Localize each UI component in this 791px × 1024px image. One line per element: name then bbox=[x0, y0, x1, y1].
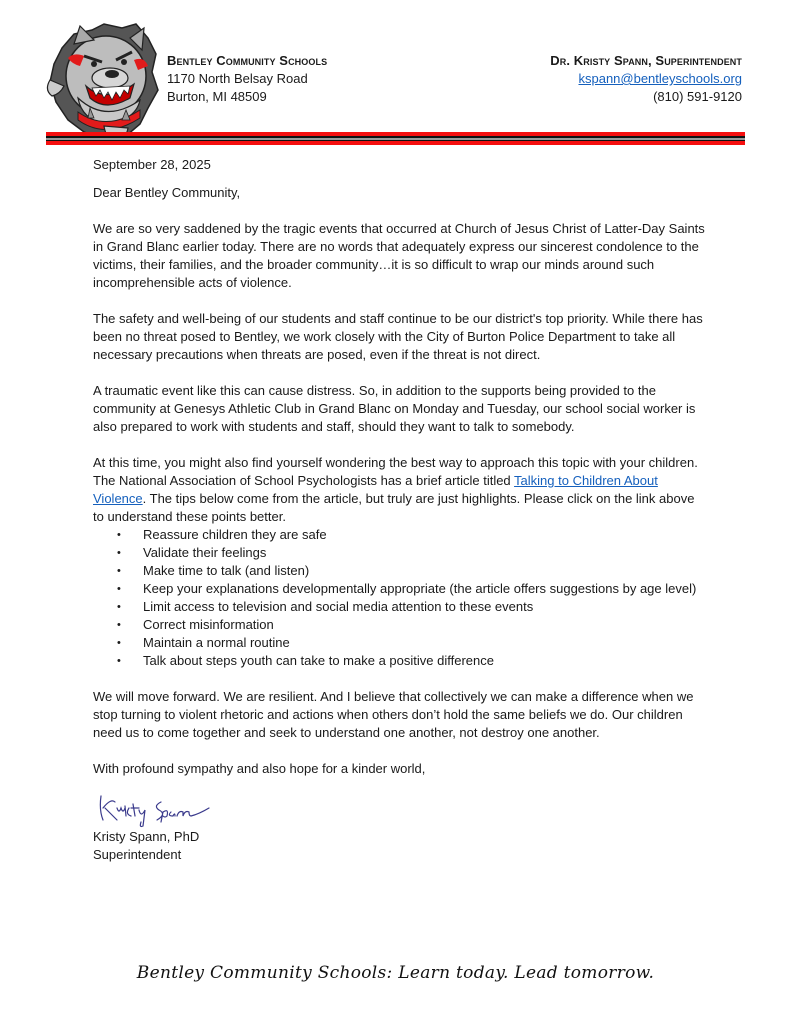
list-item: • Keep your explanations developmentally appropriate (the article offers suggestions by age level) bbox=[117, 581, 697, 596]
bullet-icon: • bbox=[117, 637, 121, 649]
organization-address-block bbox=[167, 52, 327, 106]
bullet-icon: • bbox=[117, 547, 121, 559]
list-item: • Talk about steps youth can take to make a positive difference bbox=[117, 653, 494, 668]
talking-to-children-article-link[interactable]: Talking to Children About Violence bbox=[93, 473, 658, 506]
letter-body bbox=[93, 156, 708, 864]
contact-title: Dr. Kristy Spann, Superintendent bbox=[550, 53, 742, 68]
bullet-icon: • bbox=[117, 565, 121, 577]
bullet-icon: • bbox=[117, 529, 121, 541]
letter-date: September 28, 2025 bbox=[93, 157, 211, 172]
paragraph-article bbox=[93, 454, 708, 526]
bulldog-logo-icon bbox=[44, 20, 162, 142]
list-item: • Correct misinformation bbox=[117, 617, 274, 632]
list-item: • Maintain a normal routine bbox=[117, 635, 290, 650]
paragraph-support: A traumatic event like this can cause distress. So, in addition to the supports being provided to the community at Genesys Athletic Club in Grand Blanc on Monday and Tuesday, our school social worker is also prepared to work with students and staff, should they want to talk to somebody. bbox=[93, 383, 696, 434]
handwritten-signature-icon bbox=[93, 782, 708, 828]
article-text-after-link: . The tips below come from the article, but truly are just highlights. Please click on the link above to understand these points better. bbox=[93, 491, 695, 524]
bullet-icon: • bbox=[117, 601, 121, 613]
bullet-icon: • bbox=[117, 619, 121, 631]
salutation: Dear Bentley Community, bbox=[93, 185, 241, 200]
contact-email-link[interactable]: kspann@bentleyschools.org bbox=[578, 71, 742, 86]
list-item: • Make time to talk (and listen) bbox=[117, 563, 310, 578]
letterhead-divider-stripe bbox=[46, 132, 745, 145]
address-line-2: Burton, MI 48509 bbox=[167, 89, 267, 104]
address-line-1: 1170 North Belsay Road bbox=[167, 71, 308, 86]
list-item: • Validate their feelings bbox=[117, 545, 267, 560]
closing-line: With profound sympathy and also hope for a kinder world, bbox=[93, 761, 426, 776]
tips-list bbox=[93, 526, 708, 670]
list-item: • Reassure children they are safe bbox=[117, 527, 327, 542]
superintendent-contact-block bbox=[550, 52, 742, 106]
bullet-icon: • bbox=[117, 583, 121, 595]
contact-phone: (810) 591-9120 bbox=[653, 89, 742, 104]
organization-name: Bentley Community Schools bbox=[167, 53, 328, 68]
paragraph-safety: The safety and well-being of our students and staff continue to be our district's top priority. While there has been no threat posed to Bentley, we work closely with the City of Burton Police Department to take all necessary precautions when threats are posed, even if the threat is not direct. bbox=[93, 311, 703, 362]
article-text-before-link: At this time, you might also find yourself wondering the best way to approach this topic with your children. The National Association of School Psychologists has a brief article titled bbox=[93, 455, 698, 488]
signer-name: Kristy Spann, PhD bbox=[93, 829, 200, 844]
paragraph-condolence: We are so very saddened by the tragic events that occurred at Church of Jesus Christ of Latter-Day Saints in Grand Blanc earlier today. There are no words that adequately express our sincerest condolence to the victims, their families, and the broader community…it is so difficult to wrap our minds around such incomprehensible acts of violence. bbox=[93, 221, 705, 290]
footer-tagline: Bentley Community Schools: Learn today. Lead tomorrow. bbox=[136, 963, 655, 983]
signer-title: Superintendent bbox=[93, 847, 182, 862]
list-item: • Limit access to television and social media attention to these events bbox=[117, 599, 534, 614]
paragraph-resilience: We will move forward. We are resilient. And I believe that collectively we can make a difference when we stop turning to violent rhetoric and actions when others don’t hold the same beliefs we do. Our children need us to come together and seek to understand one another, not destroy one another. bbox=[93, 689, 694, 740]
bullet-icon: • bbox=[117, 655, 121, 667]
